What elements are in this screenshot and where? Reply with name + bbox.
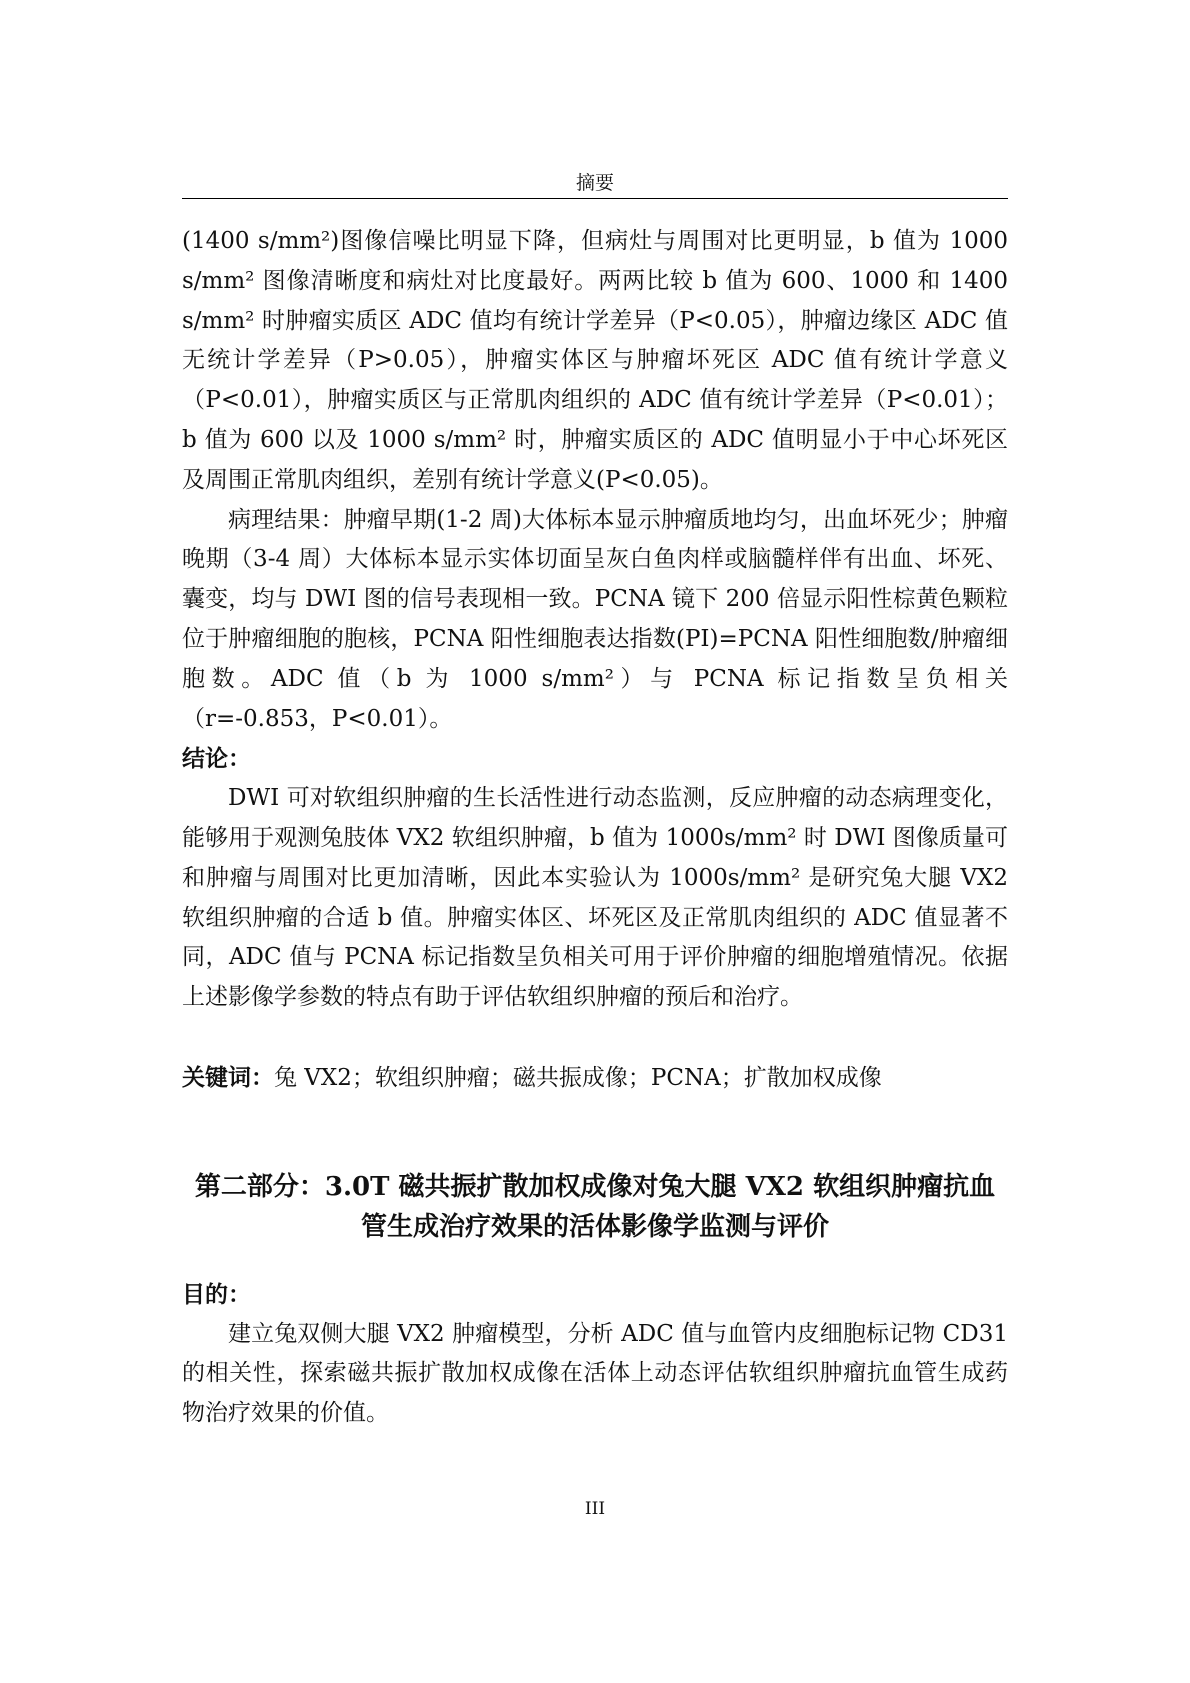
- objective-label: 目的：: [182, 1280, 251, 1308]
- spacer: [182, 1099, 1008, 1167]
- keywords-line: [182, 1058, 1008, 1099]
- running-header: 摘要: [575, 172, 614, 194]
- keywords-label: 关键词：: [182, 1063, 274, 1091]
- spacer: [182, 1018, 1008, 1058]
- objective-paragraph: 建立兔双侧大腿 VX2 肿瘤模型，分析 ADC 值与血管内皮细胞标记物 CD31 的相关性，探索磁共振扩散加权成像在活体上动态评估软组织肿瘤抗血管生成药物治疗效果的价值。: [182, 1320, 1008, 1427]
- page-number: III: [584, 1499, 606, 1519]
- page-body: [182, 222, 1008, 1434]
- conclusion-paragraph: DWI 可对软组织肿瘤的生长活性进行动态监测，反应肿瘤的动态病理变化，能够用于观测兔肢体 VX2 软组织肿瘤，b 值为 1000s/mm² 时 DWI 图像质量可和肿瘤与周围对比更加清晰，因此本实验认为 1000s/mm² 是研究兔大腿 VX2 软组织肿瘤的合适 b 值。肿瘤实体区、坏死区及正常肌肉组织的 ADC 值显著不同，ADC 值与 PCNA 标记指数呈负相关可用于评价肿瘤的细胞增殖情况。依据上述影像学参数的特点有助于评估软组织肿瘤的预后和治疗。: [182, 785, 1008, 1011]
- results-paragraph: (1400 s/mm²)图像信噪比明显下降，但病灶与周围对比更明显，b 值为 1000 s/mm² 图像清晰度和病灶对比度最好。两两比较 b 值为 600、1000 和 1400 s/mm² 时肿瘤实质区 ADC 值均有统计学差异（P<0.05），肿瘤边缘区 ADC 值无统计学差异（P>0.05），肿瘤实体区与肿瘤坏死区 ADC 值有统计学意义（P<0.01），肿瘤实质区与正常肌肉组织的 ADC 值有统计学差异（P<0.01）；b 值为 600 以及 1000 s/mm² 时，肿瘤实质区的 ADC 值明显小于中心坏死区及周围正常肌肉组织，差别有统计学意义(P<0.05)。: [182, 228, 1008, 493]
- spacer: [182, 1247, 1008, 1275]
- section-heading-line-2: 管生成治疗效果的活体影像学监测与评价: [360, 1211, 829, 1242]
- pathology-paragraph: 病理结果：肿瘤早期(1-2 周)大体标本显示肿瘤质地均匀，出血坏死少；肿瘤晚期（3-4 周）大体标本显示实体切面呈灰白鱼肉样或脑髓样伴有出血、坏死、囊变，均与 DWI 图的信号表现相一致。PCNA 镜下 200 倍显示阳性棕黄色颗粒位于肿瘤细胞的胞核，PCNA 阳性细胞表达指数(PI)=PCNA 阳性细胞数/肿瘤细胞数。ADC 值（b 为 1000 s/mm²）与 PCNA 标记指数呈负相关（r=-0.853，P<0.01）。: [182, 506, 1008, 732]
- section-heading-line-1: 第二部分：3.0T 磁共振扩散加权成像对兔大腿 VX2 软组织肿瘤抗血: [194, 1171, 996, 1202]
- keywords-text: 兔 VX2；软组织肿瘤；磁共振成像；PCNA；扩散加权成像: [274, 1064, 882, 1091]
- conclusion-label: 结论：: [182, 745, 251, 773]
- header-rule: [182, 198, 1008, 199]
